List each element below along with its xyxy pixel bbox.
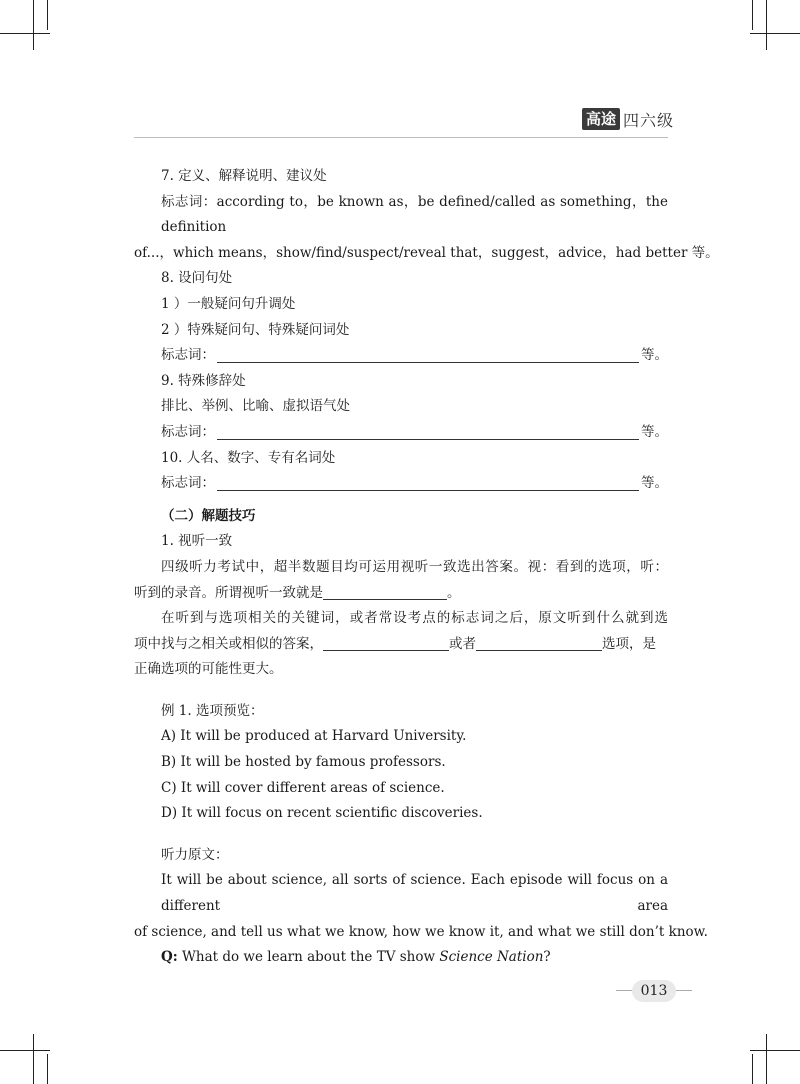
- crop-mark-bl-v2: [47, 1054, 48, 1084]
- techniques-para2-line2: [134, 632, 668, 658]
- section9-marker-row: [134, 420, 668, 446]
- section8-title: 8. 设问句处: [161, 270, 233, 287]
- fill-in-blank: [323, 584, 447, 600]
- crop-mark-tl-h: [0, 33, 50, 34]
- fill-in-blank: [217, 344, 639, 363]
- example-title: 例 1. 选项预览：: [161, 702, 264, 719]
- crop-mark-br-h: [750, 1050, 800, 1051]
- question-label: Q:: [161, 949, 178, 966]
- fill-in-blank: [217, 472, 639, 491]
- brand-title: 四六级: [623, 110, 675, 130]
- section7-markers-line2: of...，which means，show/find/suspect/reveal that，suggest，advice，had better 等。: [134, 244, 719, 261]
- spacer: [134, 827, 668, 843]
- question-text: What do we learn about the TV show: [177, 949, 440, 966]
- techniques-para1-line1: 四级听力考试中，超半数题目均可运用视听一致选出答案。视：看到的选项，听：: [161, 558, 668, 575]
- example-option-b: B) It will be hosted by famous professors.: [161, 754, 446, 771]
- header-divider: [134, 137, 668, 138]
- section8-item2: 2 ）特殊疑问句、特殊疑问词处: [161, 321, 350, 338]
- example-option-a: A) It will be produced at Harvard University.: [161, 728, 467, 745]
- text: 或者: [449, 635, 476, 652]
- header-brand: [582, 107, 674, 131]
- fill-in-blank: [476, 635, 602, 651]
- marker-end: 等。: [641, 347, 668, 364]
- page-content: [134, 164, 719, 971]
- crop-mark-bl-h: [0, 1050, 50, 1051]
- crop-mark-br-v2: [752, 1054, 753, 1084]
- section9-desc: 排比、举例、比喻、虚拟语气处: [161, 398, 350, 415]
- marker-label: 标志词：: [161, 475, 215, 492]
- brand-logo-box: 高途: [582, 108, 620, 130]
- crop-mark-br-v: [766, 1034, 767, 1084]
- example-option-c: C) It will cover different areas of science.: [161, 779, 445, 796]
- fill-in-blank: [323, 635, 449, 651]
- marker-end: 等。: [641, 475, 668, 492]
- techniques-heading: （二）解题技巧: [161, 507, 256, 524]
- crop-mark-tr-v2: [752, 0, 753, 30]
- transcript-label: 听力原文：: [161, 846, 229, 863]
- section8-marker-row: [134, 343, 668, 369]
- fill-in-blank: [217, 421, 639, 440]
- example-option-d: D) It will focus on recent scientific discoveries.: [161, 805, 483, 822]
- crop-mark-tl-v: [33, 0, 34, 50]
- section7-markers-line1: 标志词：according to，be known as，be defined/called as something，the definition: [161, 193, 668, 236]
- question-line: [134, 945, 668, 971]
- section10-marker-row: [134, 471, 668, 497]
- text: 听到的录音。所谓视听一致就是: [134, 584, 323, 601]
- transcript-line2: of science, and tell us what we know, how we know it, and what we still don’t know.: [134, 923, 708, 940]
- crop-mark-bl-v: [33, 1034, 34, 1084]
- section9-title: 9. 特殊修辞处: [161, 372, 246, 389]
- techniques-sub1: 1. 视听一致: [161, 533, 233, 550]
- marker-label: 标志词：: [161, 423, 215, 440]
- text: 项中找与之相关或相似的答案，: [134, 635, 323, 652]
- section8-item1: 1 ）一般疑问句升调处: [161, 295, 296, 312]
- text: 选项，是: [602, 635, 656, 652]
- techniques-para2-line1: 在听到与选项相关的关键词，或者常设考点的标志词之后，原文听到什么就到选: [161, 610, 668, 627]
- section7-title: 7. 定义、解释说明、建议处: [161, 168, 327, 184]
- page-number: 013: [632, 980, 676, 1002]
- section10-title: 10. 人名、数字、专有名词处: [161, 449, 336, 466]
- marker-end: 等。: [641, 423, 668, 440]
- marker-label: 标志词：: [161, 347, 215, 364]
- text: 。: [447, 584, 461, 601]
- techniques-para2-line3: 正确选项的可能性更大。: [134, 661, 283, 678]
- techniques-para1-line2: [134, 581, 668, 607]
- question-show-title: Science Nation: [439, 949, 544, 966]
- crop-mark-tr-v: [766, 0, 767, 50]
- crop-mark-tr-h: [750, 33, 800, 34]
- transcript-line1: It will be about science, all sorts of science. Each episode will focus on a different area: [161, 872, 668, 915]
- spacer: [134, 683, 668, 699]
- crop-mark-tl-v2: [47, 0, 48, 30]
- question-end: ?: [543, 949, 551, 966]
